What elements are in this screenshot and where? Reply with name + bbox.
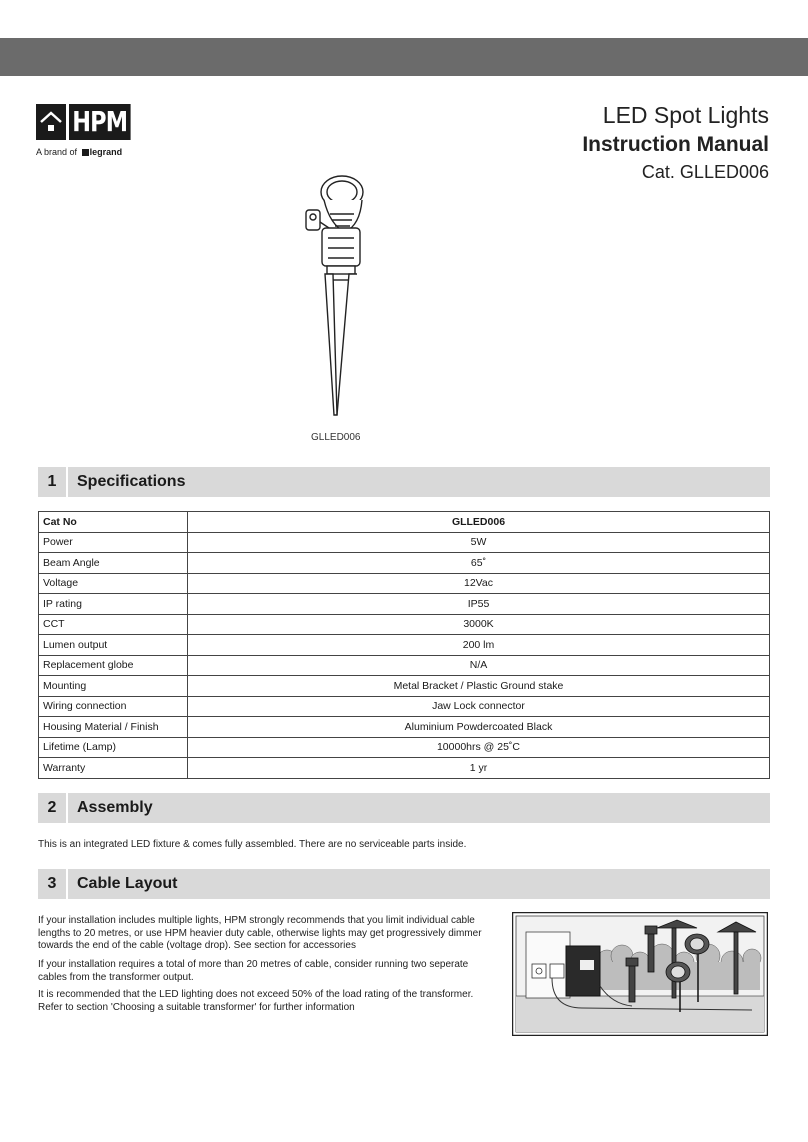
product-caption: GLLED006: [311, 432, 361, 443]
table-row: [39, 635, 770, 656]
row-value: N/A: [188, 655, 770, 676]
table-row: [39, 553, 770, 574]
row-value: 10000hrs @ 25˚C: [188, 737, 770, 758]
table-row: [39, 614, 770, 635]
row-value: 1 yr: [188, 758, 770, 779]
page-subtitle: Instruction Manual: [582, 133, 769, 156]
section-number: 1: [38, 467, 68, 497]
row-value: Aluminium Powdercoated Black: [188, 717, 770, 738]
table-row: [39, 573, 770, 594]
specifications-table: [38, 511, 770, 779]
section-header-specifications: [38, 467, 770, 497]
table-header-key: Cat No: [39, 512, 188, 533]
row-key: Housing Material / Finish: [39, 717, 188, 738]
row-key: Warranty: [39, 758, 188, 779]
row-value: Metal Bracket / Plastic Ground stake: [188, 676, 770, 697]
row-key: Lumen output: [39, 635, 188, 656]
logo-wordmark: HPM: [69, 104, 130, 140]
table-row: [39, 758, 770, 779]
row-value: 12Vac: [188, 573, 770, 594]
title-block: [582, 100, 769, 184]
section-title: Assembly: [77, 799, 153, 816]
cable-layout-illustration: [512, 912, 768, 1036]
row-key: Replacement globe: [39, 655, 188, 676]
house-icon: [36, 104, 66, 140]
row-value: 200 lm: [188, 635, 770, 656]
row-value: 65˚: [188, 553, 770, 574]
table-row: [39, 737, 770, 758]
section-title: Specifications: [77, 473, 186, 490]
top-bar: [0, 38, 808, 76]
table-header-row: [39, 512, 770, 533]
table-row: [39, 676, 770, 697]
table-row: [39, 532, 770, 553]
cable-paragraph-1: If your installation includes multiple lights, HPM strongly recommends that you limit individual cable lengths to 20 metres, or use HPM heavier duty cable, otherwise lights may get progressively dimmer towards the end of the cable (voltage drop). See section for accessories: [38, 915, 482, 951]
row-key: Wiring connection: [39, 696, 188, 717]
cable-paragraph-3: It is recommended that the LED lighting does not exceed 50% of the load rating of the transformer. Refer to section 'Choosing a suitable transformer' for further information: [38, 989, 474, 1013]
table-row: [39, 696, 770, 717]
assembly-text: This is an integrated LED fixture & comes fully assembled. There are no serviceable parts inside.: [38, 839, 467, 850]
table-row: [39, 655, 770, 676]
row-value: Jaw Lock connector: [188, 696, 770, 717]
row-key: Mounting: [39, 676, 188, 697]
row-key: Power: [39, 532, 188, 553]
page-title: LED Spot Lights: [602, 102, 769, 128]
catalogue-number: Cat. GLLED006: [641, 162, 769, 182]
row-value: 5W: [188, 532, 770, 553]
spot-light-illustration: [290, 170, 380, 420]
section-number: 3: [38, 869, 68, 899]
row-value: 3000K: [188, 614, 770, 635]
row-key: CCT: [39, 614, 188, 635]
table-row: [39, 594, 770, 615]
row-key: Beam Angle: [39, 553, 188, 574]
section-header-assembly: [38, 793, 770, 823]
section-title: Cable Layout: [77, 875, 178, 892]
row-key: Lifetime (Lamp): [39, 737, 188, 758]
section-number: 2: [38, 793, 68, 823]
cable-paragraph-2: If your installation requires a total of more than 20 metres of cable, consider running two seperate cables from the transformer output.: [38, 959, 469, 983]
hpm-logo: [36, 104, 146, 157]
section-header-cable-layout: [38, 869, 770, 899]
row-value: IP55: [188, 594, 770, 615]
legrand-icon: [82, 149, 89, 156]
table-header-value: GLLED006: [188, 512, 770, 533]
brand-line: A brand of legrand: [36, 147, 123, 157]
table-row: [39, 717, 770, 738]
row-key: Voltage: [39, 573, 188, 594]
row-key: IP rating: [39, 594, 188, 615]
